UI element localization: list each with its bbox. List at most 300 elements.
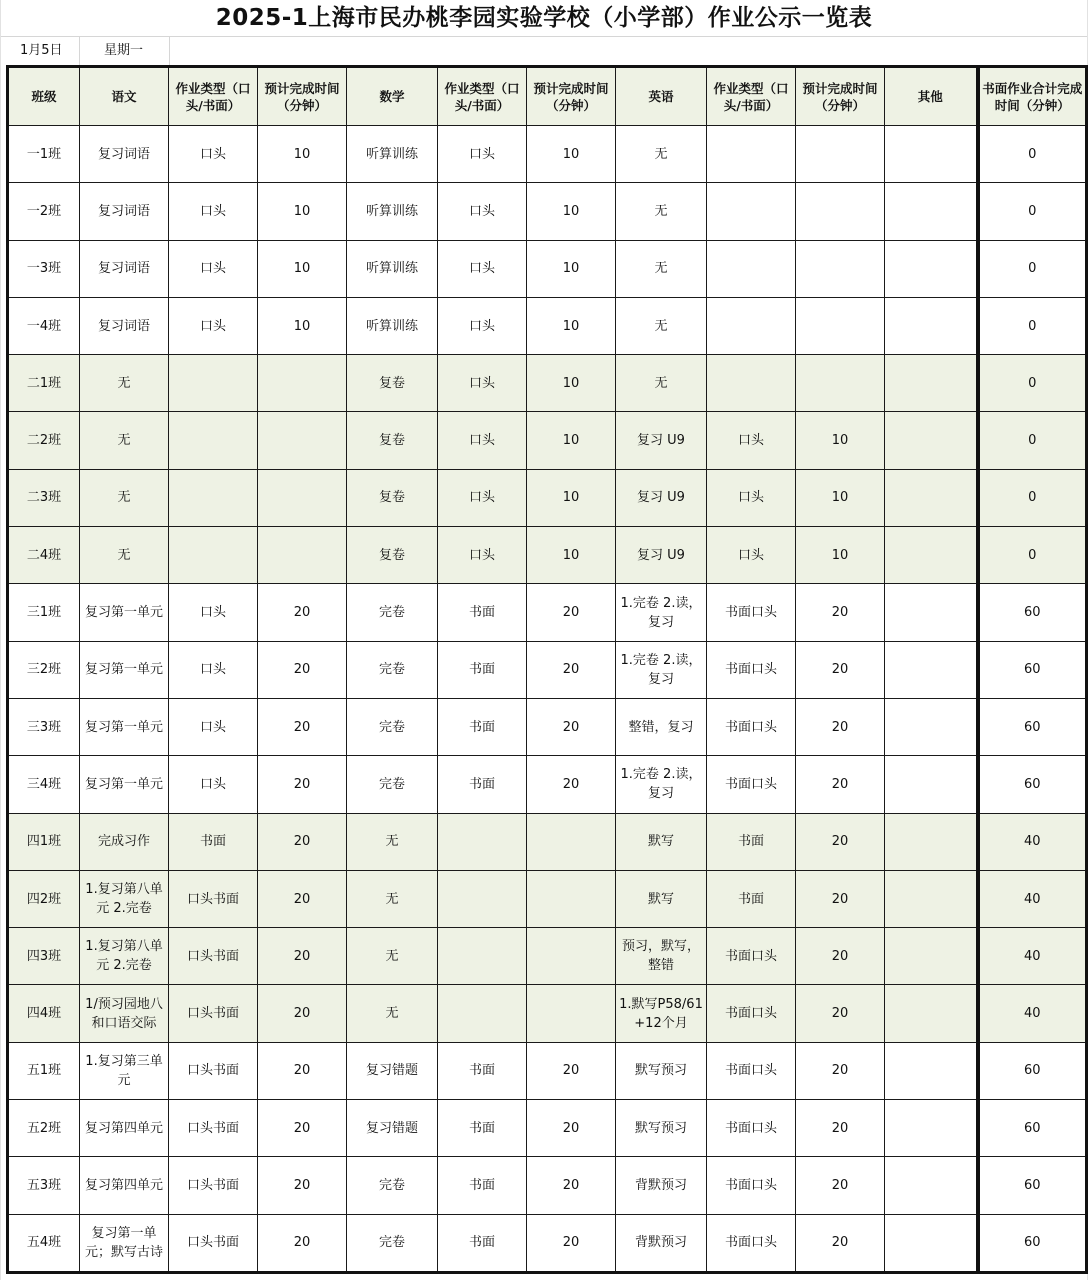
english-type-cell <box>707 1100 796 1157</box>
chinese-cell <box>80 756 169 813</box>
chinese-type-cell <box>169 928 258 985</box>
cell-text: 口头 <box>199 318 226 334</box>
chinese-time-cell <box>258 985 347 1042</box>
cell-text: 复习 U9 <box>637 547 685 563</box>
cell-text: 20 <box>562 1063 580 1079</box>
cell-text: 一2班 <box>26 203 62 219</box>
cell-text: 60 <box>1023 1063 1041 1079</box>
cell-text: 10 <box>562 146 580 162</box>
other-cell <box>885 1157 978 1214</box>
english-time-cell <box>796 870 885 927</box>
cell-text: 口头书面 <box>186 1235 239 1251</box>
chinese-cell <box>80 355 169 412</box>
english-type-cell <box>707 698 796 755</box>
cell-text: 复习第一单元 <box>84 662 163 678</box>
total-time-cell <box>978 928 1087 985</box>
cell-text: 60 <box>1023 605 1041 621</box>
class-cell <box>8 126 80 183</box>
cell-text: 口头 <box>199 146 226 162</box>
total-time-cell <box>978 412 1087 469</box>
cell-text: 整错，复习 <box>628 719 694 735</box>
chinese-type-cell <box>169 240 258 297</box>
english-type-cell <box>707 813 796 870</box>
chinese-time-cell <box>258 584 347 641</box>
english-cell <box>616 1157 707 1214</box>
cell-text: 1.复习第八单元 2.完卷 <box>85 882 163 916</box>
english-cell <box>616 412 707 469</box>
english-cell <box>616 641 707 698</box>
cell-text: 完成习作 <box>97 834 150 850</box>
cell-text: 二1班 <box>26 375 62 391</box>
header-math-time: 预计完成时间（分钟） <box>527 67 616 126</box>
chinese-type-cell <box>169 297 258 354</box>
cell-text: 60 <box>1023 1120 1041 1136</box>
math-cell <box>347 985 438 1042</box>
cell-text: 复习第一单元 <box>84 605 163 621</box>
english-time-cell <box>796 584 885 641</box>
class-cell <box>8 240 80 297</box>
cell-text: 听算训练 <box>365 318 418 334</box>
chinese-type-cell <box>169 870 258 927</box>
chinese-type-cell <box>169 126 258 183</box>
chinese-cell <box>80 412 169 469</box>
cell-text: 60 <box>1023 1177 1041 1193</box>
total-time-cell <box>978 584 1087 641</box>
cell-text: 复卷 <box>378 433 405 449</box>
english-type-cell <box>707 985 796 1042</box>
cell-text: 无 <box>654 146 668 162</box>
class-cell <box>8 412 80 469</box>
math-cell <box>347 1100 438 1157</box>
english-type-cell <box>707 240 796 297</box>
english-time-cell <box>796 1042 885 1099</box>
math-time-cell <box>527 928 616 985</box>
chinese-type-cell <box>169 641 258 698</box>
total-time-cell <box>978 985 1087 1042</box>
chinese-type-cell <box>169 527 258 584</box>
chinese-time-cell <box>258 1042 347 1099</box>
english-cell <box>616 355 707 412</box>
cell-text: 书面 <box>737 891 764 907</box>
cell-text: 60 <box>1023 662 1041 678</box>
table-row <box>8 641 1087 698</box>
math-cell <box>347 756 438 813</box>
header-english-time: 预计完成时间（分钟） <box>796 67 885 126</box>
sheet-gridline <box>0 0 1 1280</box>
cell-text: 复习 U9 <box>637 433 685 449</box>
other-cell <box>885 183 978 240</box>
other-cell <box>885 584 978 641</box>
english-cell <box>616 928 707 985</box>
cell-text: 无 <box>385 948 399 964</box>
other-cell <box>885 985 978 1042</box>
chinese-time-cell <box>258 1214 347 1272</box>
cell-text: 二3班 <box>26 490 62 506</box>
cell-text: 无 <box>654 375 668 391</box>
cell-text: 无 <box>117 375 131 391</box>
english-type-cell <box>707 584 796 641</box>
cell-text: 口头 <box>199 605 226 621</box>
cell-text: 20 <box>293 948 311 964</box>
math-cell <box>347 870 438 927</box>
cell-text: 口头 <box>468 318 495 334</box>
other-cell <box>885 355 978 412</box>
chinese-cell <box>80 469 169 526</box>
cell-text: 默写 <box>647 891 674 907</box>
cell-text: 口头书面 <box>186 948 239 964</box>
english-cell <box>616 985 707 1042</box>
english-type-cell <box>707 527 796 584</box>
english-type-cell <box>707 297 796 354</box>
cell-text: 1/预习园地八和口语交际 <box>85 996 163 1031</box>
cell-text: 10 <box>562 203 580 219</box>
table-row <box>8 126 1087 183</box>
header-math: 数学 <box>347 67 438 126</box>
table-row <box>8 355 1087 412</box>
cell-text: 五2班 <box>26 1120 62 1136</box>
header-other: 其他 <box>885 67 978 126</box>
cell-text: 20 <box>562 1120 580 1136</box>
cell-text: 复习第一单元；默写古诗 <box>84 1225 163 1260</box>
page-title: 2025-1上海市民办桃李园实验学校（小学部）作业公示一览表 <box>215 5 873 31</box>
math-cell <box>347 1214 438 1272</box>
total-time-cell <box>978 1042 1087 1099</box>
cell-text: 四1班 <box>26 834 62 850</box>
cell-text: 10 <box>293 146 311 162</box>
chinese-cell <box>80 928 169 985</box>
math-time-cell <box>527 985 616 1042</box>
other-cell <box>885 1100 978 1157</box>
chinese-time-cell <box>258 698 347 755</box>
english-type-cell <box>707 1214 796 1272</box>
cell-text: 10 <box>562 433 580 449</box>
class-cell <box>8 1042 80 1099</box>
total-time-cell <box>978 641 1087 698</box>
chinese-time-cell <box>258 412 347 469</box>
math-cell <box>347 297 438 354</box>
cell-text: 0 <box>1028 433 1037 449</box>
cell-text: 五4班 <box>26 1235 62 1251</box>
cell-text: 口头 <box>737 490 764 506</box>
cell-text: 三2班 <box>26 662 62 678</box>
cell-text: 10 <box>562 318 580 334</box>
header-english-type: 作业类型（口头/书面） <box>707 67 796 126</box>
cell-text: 40 <box>1023 948 1041 964</box>
chinese-cell <box>80 870 169 927</box>
chinese-cell <box>80 985 169 1042</box>
table-row <box>8 1042 1087 1099</box>
english-cell <box>616 584 707 641</box>
english-time-cell <box>796 240 885 297</box>
cell-text: 复习第四单元 <box>84 1120 163 1136</box>
english-time-cell <box>796 1100 885 1157</box>
cell-text: 一1班 <box>26 146 62 162</box>
cell-text: 一4班 <box>26 318 62 334</box>
cell-text: 20 <box>293 1235 311 1251</box>
other-cell <box>885 527 978 584</box>
cell-text: 复卷 <box>378 547 405 563</box>
english-time-cell <box>796 1157 885 1214</box>
math-type-cell <box>438 126 527 183</box>
english-type-cell <box>707 641 796 698</box>
english-type-cell <box>707 1042 796 1099</box>
other-cell <box>885 698 978 755</box>
chinese-time-cell <box>258 1157 347 1214</box>
cell-text: 0 <box>1028 490 1037 506</box>
cell-text: 书面 <box>468 605 495 621</box>
chinese-time-cell <box>258 240 347 297</box>
cell-text: 口头 <box>737 433 764 449</box>
cell-text: 书面 <box>737 834 764 850</box>
english-time-cell <box>796 469 885 526</box>
math-time-cell <box>527 756 616 813</box>
english-time-cell <box>796 183 885 240</box>
chinese-time-cell <box>258 297 347 354</box>
table-row <box>8 928 1087 985</box>
math-type-cell <box>438 584 527 641</box>
cell-text: 口头 <box>199 776 226 792</box>
math-type-cell <box>438 813 527 870</box>
cell-text: 无 <box>117 547 131 563</box>
header-class: 班级 <box>8 67 80 126</box>
cell-text: 20 <box>831 1063 849 1079</box>
total-time-cell <box>978 126 1087 183</box>
cell-text: 无 <box>654 318 668 334</box>
english-cell <box>616 183 707 240</box>
math-type-cell <box>438 756 527 813</box>
cell-text: 复习 U9 <box>637 490 685 506</box>
chinese-type-cell <box>169 1100 258 1157</box>
chinese-cell <box>80 1157 169 1214</box>
english-type-cell <box>707 183 796 240</box>
cell-text: 完卷 <box>378 662 405 678</box>
chinese-time-cell <box>258 928 347 985</box>
other-cell <box>885 297 978 354</box>
cell-text: 书面 <box>468 1120 495 1136</box>
english-time-cell <box>796 297 885 354</box>
cell-text: 0 <box>1028 261 1037 277</box>
total-time-cell <box>978 355 1087 412</box>
math-type-cell <box>438 1214 527 1272</box>
math-time-cell <box>527 641 616 698</box>
english-time-cell <box>796 126 885 183</box>
math-type-cell <box>438 527 527 584</box>
cell-text: 40 <box>1023 891 1041 907</box>
header-chinese: 语文 <box>80 67 169 126</box>
math-time-cell <box>527 1157 616 1214</box>
chinese-type-cell <box>169 985 258 1042</box>
math-cell <box>347 183 438 240</box>
table-row <box>8 1157 1087 1214</box>
cell-text: 完卷 <box>378 1235 405 1251</box>
cell-text: 1.完卷 2.读，复习 <box>620 595 702 630</box>
cell-text: 书面 <box>468 662 495 678</box>
cell-text: 口头 <box>468 547 495 563</box>
header-chinese-time: 预计完成时间（分钟） <box>258 67 347 126</box>
cell-text: 10 <box>831 547 849 563</box>
cell-text: 无 <box>385 834 399 850</box>
math-cell <box>347 126 438 183</box>
table-row <box>8 297 1087 354</box>
date-row <box>0 36 1088 65</box>
cell-text: 20 <box>831 834 849 850</box>
math-time-cell <box>527 469 616 526</box>
cell-text: 无 <box>654 261 668 277</box>
cell-text: 复习第一单元 <box>84 719 163 735</box>
math-type-cell <box>438 355 527 412</box>
math-type-cell <box>438 641 527 698</box>
english-cell <box>616 870 707 927</box>
class-cell <box>8 813 80 870</box>
english-time-cell <box>796 928 885 985</box>
total-time-cell <box>978 527 1087 584</box>
table-row <box>8 870 1087 927</box>
cell-text: 20 <box>831 605 849 621</box>
math-time-cell <box>527 813 616 870</box>
math-time-cell <box>527 1214 616 1272</box>
math-cell <box>347 355 438 412</box>
cell-text: 10 <box>562 547 580 563</box>
cell-text: 20 <box>562 776 580 792</box>
class-cell <box>8 1100 80 1157</box>
cell-text: 20 <box>293 1006 311 1022</box>
chinese-type-cell <box>169 1042 258 1099</box>
chinese-cell <box>80 126 169 183</box>
chinese-time-cell <box>258 527 347 584</box>
cell-text: 默写预习 <box>634 1120 687 1136</box>
cell-text: 20 <box>831 1177 849 1193</box>
cell-text: 书面口头 <box>724 1177 777 1193</box>
class-cell <box>8 1157 80 1214</box>
english-cell <box>616 126 707 183</box>
table-row <box>8 584 1087 641</box>
cell-text: 默写 <box>647 834 674 850</box>
chinese-time-cell <box>258 756 347 813</box>
cell-text: 1.完卷 2.读，复习 <box>620 767 702 802</box>
chinese-type-cell <box>169 412 258 469</box>
table-row <box>8 412 1087 469</box>
cell-text: 60 <box>1023 776 1041 792</box>
english-cell <box>616 756 707 813</box>
cell-text: 书面 <box>468 1177 495 1193</box>
cell-text: 口头 <box>737 547 764 563</box>
class-cell <box>8 183 80 240</box>
cell-text: 二4班 <box>26 547 62 563</box>
other-cell <box>885 641 978 698</box>
chinese-cell <box>80 1100 169 1157</box>
other-cell <box>885 813 978 870</box>
cell-text: 四2班 <box>26 891 62 907</box>
header-math-type: 作业类型（口头/书面） <box>438 67 527 126</box>
math-type-cell <box>438 469 527 526</box>
cell-text: 0 <box>1028 146 1037 162</box>
math-time-cell <box>527 584 616 641</box>
math-time-cell <box>527 870 616 927</box>
cell-text: 书面口头 <box>724 948 777 964</box>
cell-text: 三1班 <box>26 605 62 621</box>
cell-text: 1.复习第八单元 2.完卷 <box>85 939 163 974</box>
class-cell <box>8 698 80 755</box>
math-type-cell <box>438 1157 527 1214</box>
math-time-cell <box>527 527 616 584</box>
total-time-cell <box>978 297 1087 354</box>
math-cell <box>347 1042 438 1099</box>
english-cell <box>616 297 707 354</box>
other-cell <box>885 928 978 985</box>
math-type-cell <box>438 412 527 469</box>
math-cell <box>347 928 438 985</box>
cell-text: 背默预习 <box>634 1177 687 1193</box>
cell-text: 20 <box>831 1120 849 1136</box>
chinese-time-cell <box>258 126 347 183</box>
table-row <box>8 527 1087 584</box>
english-type-cell <box>707 126 796 183</box>
cell-text: 复习词语 <box>97 146 150 162</box>
cell-text: 听算训练 <box>365 203 418 219</box>
other-cell <box>885 870 978 927</box>
english-time-cell <box>796 813 885 870</box>
cell-text: 10 <box>562 261 580 277</box>
math-time-cell <box>527 126 616 183</box>
cell-text: 听算训练 <box>365 146 418 162</box>
cell-text: 口头 <box>468 490 495 506</box>
total-time-cell <box>978 240 1087 297</box>
cell-text: 复习词语 <box>97 203 150 219</box>
english-cell <box>616 813 707 870</box>
header-chinese-type: 作业类型（口头/书面） <box>169 67 258 126</box>
math-type-cell <box>438 870 527 927</box>
cell-text: 20 <box>293 605 311 621</box>
cell-text: 口头 <box>199 719 226 735</box>
english-cell <box>616 1214 707 1272</box>
table-row <box>8 469 1087 526</box>
cell-text: 预习，默写，整错 <box>621 939 700 974</box>
class-cell <box>8 1214 80 1272</box>
cell-text: 一3班 <box>26 261 62 277</box>
cell-text: 五1班 <box>26 1063 62 1079</box>
cell-text: 20 <box>831 1235 849 1251</box>
cell-text: 五3班 <box>26 1177 62 1193</box>
cell-text: 无 <box>385 1006 399 1022</box>
other-cell <box>885 412 978 469</box>
other-cell <box>885 1042 978 1099</box>
cell-text: 三3班 <box>26 719 62 735</box>
english-cell <box>616 240 707 297</box>
math-type-cell <box>438 698 527 755</box>
chinese-type-cell <box>169 1214 258 1272</box>
english-time-cell <box>796 756 885 813</box>
cell-text: 口头 <box>199 662 226 678</box>
cell-text: 口头 <box>468 203 495 219</box>
table-body <box>8 126 1087 1273</box>
chinese-type-cell <box>169 698 258 755</box>
english-time-cell <box>796 641 885 698</box>
cell-text: 口头书面 <box>186 891 239 907</box>
chinese-cell <box>80 1042 169 1099</box>
total-time-cell <box>978 813 1087 870</box>
chinese-cell <box>80 240 169 297</box>
chinese-cell <box>80 1214 169 1272</box>
cell-text: 10 <box>831 490 849 506</box>
class-cell <box>8 870 80 927</box>
chinese-cell <box>80 297 169 354</box>
class-cell <box>8 469 80 526</box>
cell-text: 1.完卷 2.读，复习 <box>620 652 702 687</box>
cell-text: 书面口头 <box>724 1006 777 1022</box>
cell-text: 10 <box>293 261 311 277</box>
cell-text: 书面 <box>468 719 495 735</box>
cell-text: 书面口头 <box>724 719 777 735</box>
